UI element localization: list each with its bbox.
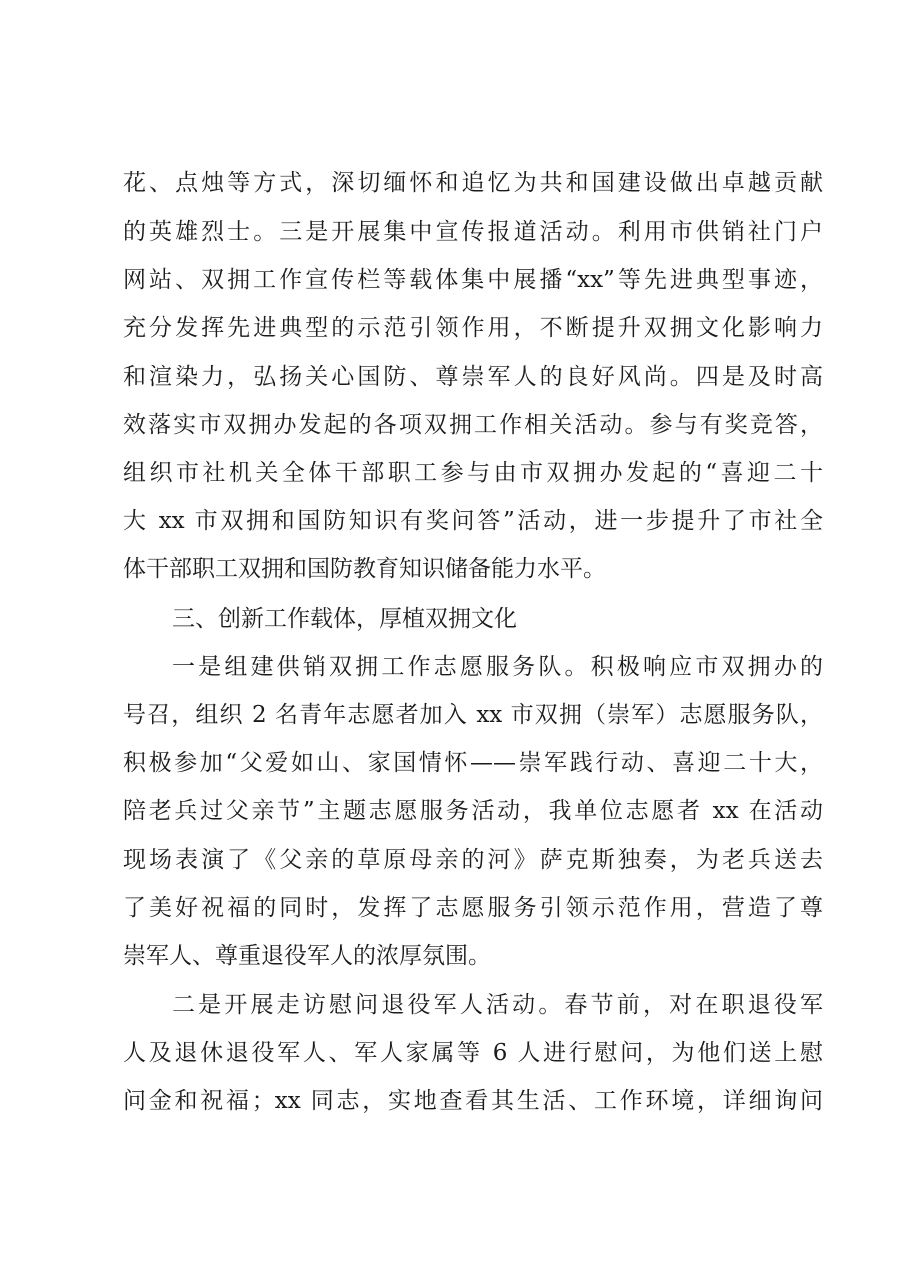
- paragraph-line-first: 一是组建供销双拥工作志愿服务队。积极响应市双拥办的: [172, 654, 823, 680]
- paragraph-line: 的英雄烈士。三是开展集中宣传报道活动。利用市供销社门户: [123, 219, 823, 245]
- paragraph-line: 问金和祝福；xx 同志，实地查看其生活、工作环境，详细询问: [123, 1088, 823, 1114]
- section-heading: 三、创新工作载体，厚植双拥文化: [172, 606, 517, 632]
- paragraph-line-last: 崇军人、尊重退役军人的浓厚氛围。: [123, 943, 491, 969]
- paragraph-line: 组织市社机关全体干部职工参与由市双拥办发起的“喜迎二十: [123, 460, 823, 486]
- paragraph-line: 人及退休退役军人、军人家属等 6 人进行慰问，为他们送上慰: [123, 1040, 823, 1066]
- paragraph-line: 花、点烛等方式，深切缅怀和追忆为共和国建设做出卓越贡献: [123, 170, 823, 196]
- paragraph-line-last: 体干部职工双拥和国防教育知识储备能力水平。: [123, 556, 606, 582]
- paragraph-line: 现场表演了《父亲的草原母亲的河》萨克斯独奏，为老兵送去: [123, 847, 823, 873]
- paragraph-line: 积极参加“父爱如山、家国情怀——崇军践行动、喜迎二十大，: [123, 750, 823, 776]
- paragraph-line: 陪老兵过父亲节”主题志愿服务活动，我单位志愿者 xx 在活动: [123, 798, 823, 824]
- paragraph-line: 充分发挥先进典型的示范引领作用，不断提升双拥文化影响力: [123, 315, 823, 341]
- paragraph-line: 效落实市双拥办发起的各项双拥工作相关活动。参与有奖竞答，: [123, 412, 823, 438]
- paragraph-line: 大 xx 市双拥和国防知识有奖问答”活动，进一步提升了市社全: [123, 508, 823, 534]
- paragraph-line: 号召，组织 2 名青年志愿者加入 xx 市双拥（崇军）志愿服务队，: [123, 702, 823, 728]
- paragraph-line: 网站、双拥工作宣传栏等载体集中展播“xx”等先进典型事迹，: [123, 267, 823, 293]
- paragraph-line: 了美好祝福的同时，发挥了志愿服务引领示范作用，营造了尊: [123, 895, 823, 921]
- paragraph-line: 和渲染力，弘扬关心国防、尊崇军人的良好风尚。四是及时高: [123, 364, 823, 390]
- paragraph-line-first: 二是开展走访慰问退役军人活动。春节前，对在职退役军: [172, 992, 823, 1018]
